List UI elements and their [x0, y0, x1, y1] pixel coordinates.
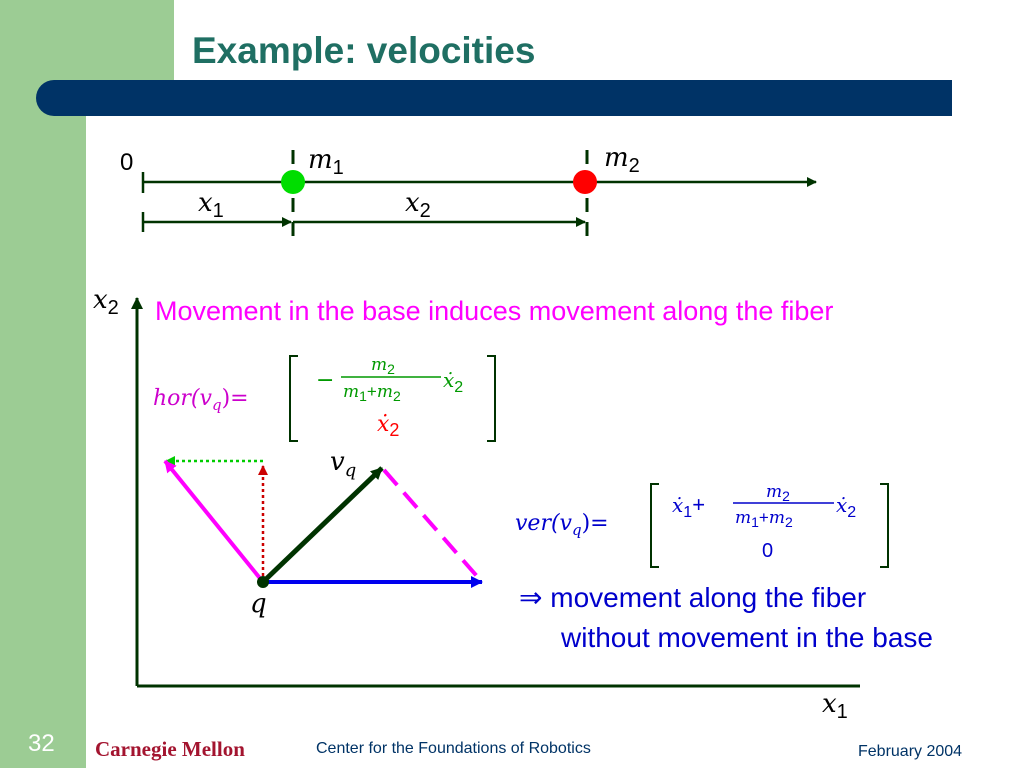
- hor-row1-num: $m_2$: [371, 355, 395, 377]
- hor-row1-sign: −: [316, 368, 335, 393]
- ver-right-bracket: [880, 484, 888, 567]
- hor-left-bracket: [290, 356, 298, 441]
- ver-equation-lhs: $ver(v_q)=$: [515, 511, 609, 539]
- page-title: Example: velocities: [192, 30, 536, 71]
- mass1-label: $m_1$: [308, 145, 344, 179]
- magenta-dashed-line: [384, 470, 482, 582]
- ver-left-bracket: [651, 484, 659, 567]
- ver-row2: 0: [762, 540, 774, 562]
- y-axis-label: $x_2$: [93, 285, 119, 319]
- conclusion-line2-text: without movement in the base: [561, 622, 933, 653]
- mass1-dot: [281, 170, 305, 194]
- footer-date: February 2004: [858, 743, 963, 760]
- mass2-label: $m_2$: [604, 143, 640, 177]
- conclusion-line2: [519, 618, 933, 658]
- fiber-vector: [165, 461, 263, 582]
- conclusion-line1: [519, 578, 933, 618]
- point-q-dot: [257, 576, 269, 588]
- origin-label: 0: [120, 149, 134, 176]
- conclusion: [519, 578, 933, 658]
- ver-row1-den: $m_1+m_2$: [735, 508, 793, 530]
- hor-equation-lhs: $hor(v_q)=$: [153, 386, 249, 414]
- ver-row1-var: ẋ$_2$: [836, 493, 857, 521]
- point-q-label: q: [250, 589, 267, 619]
- vector-v-label: $v_q$: [330, 447, 357, 481]
- hor-row1-den: $m_1+m_2$: [343, 382, 401, 404]
- v-vector: [263, 468, 382, 582]
- implies-icon: ⇒: [519, 581, 543, 614]
- hor-row2: ẋ$_2$: [377, 412, 400, 440]
- x-axis-label: $x_1$: [822, 689, 848, 723]
- cmu-logo: Carnegie Mellon: [95, 737, 245, 761]
- ver-row1-num: $m_2$: [766, 482, 790, 504]
- hor-right-bracket: [487, 356, 495, 441]
- conclusion-line1-text: movement along the fiber: [550, 582, 867, 613]
- x2-label: $x_2$: [405, 188, 431, 222]
- footer-center: Center for the Foundations of Robotics: [316, 740, 591, 757]
- hor-row1-var: ẋ$_2$: [443, 368, 464, 396]
- slide-number: 32: [28, 730, 55, 757]
- ver-row1-a: ẋ$_1$+: [672, 492, 706, 521]
- statement-text: Movement in the base induces movement along the fiber: [155, 296, 834, 326]
- x1-label: $x_1$: [198, 188, 224, 222]
- mass2-dot: [573, 170, 597, 194]
